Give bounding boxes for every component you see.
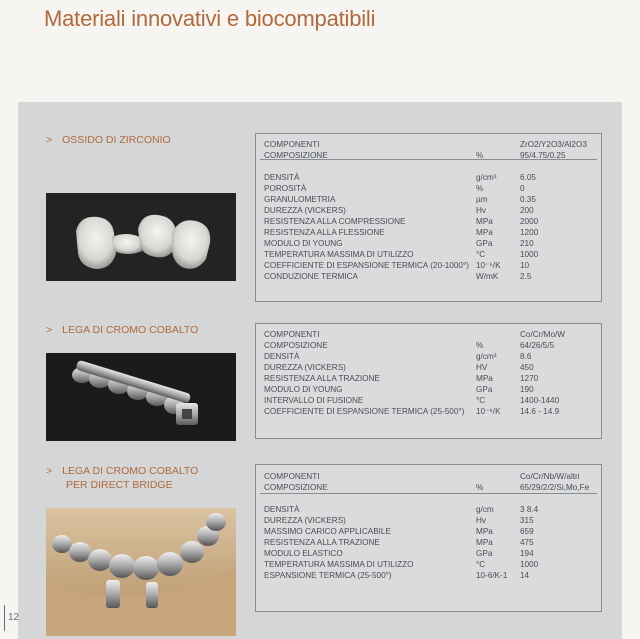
property-unit: g/cm³: [476, 173, 497, 182]
table-row: [264, 260, 595, 271]
table-row: [264, 172, 595, 183]
property-name: COMPOSIZIONE: [264, 341, 328, 350]
table-row: [264, 493, 595, 504]
property-name: RESISTENZA ALLA TRAZIONE: [264, 374, 380, 383]
property-value: 65/29/2/2/Si,Mo,Fe: [520, 483, 590, 492]
table-row: [264, 570, 595, 581]
property-value: ZrO2/Y2O3/Al2O3: [520, 140, 587, 149]
property-name: TEMPERATURA MASSIMA DI UTILIZZO: [264, 560, 414, 569]
table-row: [264, 548, 595, 559]
property-unit: °C: [476, 560, 486, 569]
arrow-icon: >: [46, 134, 53, 146]
property-name: COMPONENTI: [264, 330, 320, 339]
table-row: [264, 183, 595, 194]
property-unit: HV: [476, 363, 488, 372]
property-value: 1200: [520, 228, 539, 237]
page-number-rule: [4, 605, 5, 631]
property-value: 475: [520, 538, 534, 547]
property-value: 315: [520, 516, 534, 525]
table-row: [264, 150, 595, 161]
table-row: [264, 559, 595, 570]
property-unit: GPa: [476, 385, 493, 394]
property-unit: W/mK: [476, 272, 499, 281]
property-value: 190: [520, 385, 534, 394]
table-row: [264, 216, 595, 227]
property-unit: MPa: [476, 217, 493, 226]
property-unit: %: [476, 483, 484, 492]
property-value: 6.05: [520, 173, 536, 182]
property-name: COMPONENTI: [264, 472, 320, 481]
property-value: 210: [520, 239, 534, 248]
property-value: 3 8.4: [520, 505, 539, 514]
property-name: MODULO DI YOUNG: [264, 239, 343, 248]
property-value: 200: [520, 206, 534, 215]
property-unit: g/cm³: [476, 352, 497, 361]
property-name: DUREZZA (VICKERS): [264, 206, 346, 215]
table-row: [264, 340, 595, 351]
property-unit: °C: [476, 396, 486, 405]
property-unit: Hv: [476, 516, 487, 525]
cocr-bridge-photo: [46, 353, 236, 441]
property-unit: MPa: [476, 538, 493, 547]
property-value: 0.35: [520, 195, 536, 204]
properties-table-cocr: [255, 323, 602, 439]
property-name: DENSITÀ: [264, 173, 300, 182]
property-value: 2000: [520, 217, 539, 226]
property-value: 10: [520, 261, 530, 270]
property-value: 14: [520, 571, 530, 580]
property-value: 14.6 - 14.9: [520, 407, 560, 416]
property-name: COMPOSIZIONE: [264, 483, 328, 492]
page-number: 12: [8, 612, 20, 623]
table-row: [264, 471, 595, 482]
property-name: DENSITÀ: [264, 352, 300, 361]
properties-table-direct-bridge: [255, 464, 602, 612]
section-label: [46, 464, 198, 492]
table-row: [264, 395, 595, 406]
property-name: POROSITÀ: [264, 184, 307, 193]
table-row: [264, 194, 595, 205]
property-unit: GPa: [476, 239, 493, 248]
property-name: COMPONENTI: [264, 140, 320, 149]
property-value: 1000: [520, 560, 539, 569]
property-value: 8.6: [520, 352, 532, 361]
property-unit: MPa: [476, 527, 493, 536]
section-title: LEGA DI CROMO COBALTO: [62, 324, 199, 336]
property-name: MODULO DI YOUNG: [264, 385, 343, 394]
property-name: MODULO ELASTICO: [264, 549, 343, 558]
property-unit: %: [476, 151, 484, 160]
direct-bridge-photo: [46, 508, 236, 636]
table-row: [264, 504, 595, 515]
table-row: [264, 515, 595, 526]
property-name: RESISTENZA ALLA FLESSIONE: [264, 228, 385, 237]
section-label: [46, 133, 171, 147]
arrow-icon: >: [46, 324, 53, 336]
property-value: 659: [520, 527, 534, 536]
table-row: [264, 526, 595, 537]
section-label: [46, 323, 198, 337]
table-row: [264, 249, 595, 260]
property-unit: MPa: [476, 228, 493, 237]
property-unit: 10⁻⁶/K: [476, 261, 501, 270]
property-unit: %: [476, 184, 484, 193]
property-unit: GPa: [476, 549, 493, 558]
property-unit: Hv: [476, 206, 487, 215]
table-row: [264, 362, 595, 373]
property-name: DUREZZA (VICKERS): [264, 363, 346, 372]
table-row: [264, 482, 595, 493]
table-row: [264, 329, 595, 340]
property-name: MASSIMO CARICO APPLICABILE: [264, 527, 391, 536]
table-row: [264, 238, 595, 249]
table-row: [264, 537, 595, 548]
property-name: GRANULOMETRIA: [264, 195, 336, 204]
property-unit: %: [476, 341, 484, 350]
table-row: [264, 384, 595, 395]
property-name: COEFFICIENTE DI ESPANSIONE TERMICA (20-1000°): [264, 261, 469, 270]
property-value: 450: [520, 363, 534, 372]
section-title: OSSIDO DI ZIRCONIO: [62, 134, 171, 146]
property-unit: 10-6/K-1: [476, 571, 508, 580]
property-value: 1270: [520, 374, 539, 383]
property-unit: °C: [476, 250, 486, 259]
property-name: COEFFICIENTE DI ESPANSIONE TERMICA (25-500°): [264, 407, 465, 416]
property-value: 95/4.75/0.25: [520, 151, 566, 160]
property-value: 64/26/5/5: [520, 341, 555, 350]
property-name: INTERVALLO DI FUSIONE: [264, 396, 364, 405]
property-name: TEMPERATURA MASSIMA DI UTILIZZO: [264, 250, 414, 259]
property-name: RESISTENZA ALLA TRAZIONE: [264, 538, 380, 547]
property-value: 1000: [520, 250, 539, 259]
properties-table-zirconia: [255, 133, 602, 302]
property-name: COMPOSIZIONE: [264, 151, 328, 160]
property-value: 1400-1440: [520, 396, 560, 405]
table-row: [264, 161, 595, 172]
page-title: Materiali innovativi e biocompatibili: [44, 6, 376, 31]
arrow-icon: >: [46, 465, 53, 477]
table-row: [264, 205, 595, 216]
property-name: RESISTENZA ALLA COMPRESSIONE: [264, 217, 406, 226]
property-unit: µm: [476, 195, 488, 204]
table-row: [264, 271, 595, 282]
property-unit: 10⁻⁶/K: [476, 407, 501, 416]
property-value: 0: [520, 184, 525, 193]
property-value: 194: [520, 549, 534, 558]
property-name: DUREZZA (VICKERS): [264, 516, 346, 525]
property-name: DENSITÀ: [264, 505, 300, 514]
property-unit: g/cm: [476, 505, 494, 514]
property-name: CONDUZIONE TERMICA: [264, 272, 359, 281]
property-value: 2.5: [520, 272, 532, 281]
property-name: ESPANSIONE TERMICA (25-500°): [264, 571, 392, 580]
table-row: [264, 227, 595, 238]
section-title-line2: PER DIRECT BRIDGE: [66, 479, 173, 491]
property-value: Co/Cr/Nb/W/altri: [520, 472, 580, 481]
property-value: Co/Cr/Mo/W: [520, 330, 566, 339]
property-unit: MPa: [476, 374, 493, 383]
content-panel: [18, 102, 622, 639]
table-row: [264, 373, 595, 384]
zirconia-bridge-photo: [46, 193, 236, 281]
table-row: [264, 406, 595, 417]
section-title: LEGA DI CROMO COBALTO: [62, 465, 199, 477]
table-row: [264, 139, 595, 150]
table-row: [264, 351, 595, 362]
